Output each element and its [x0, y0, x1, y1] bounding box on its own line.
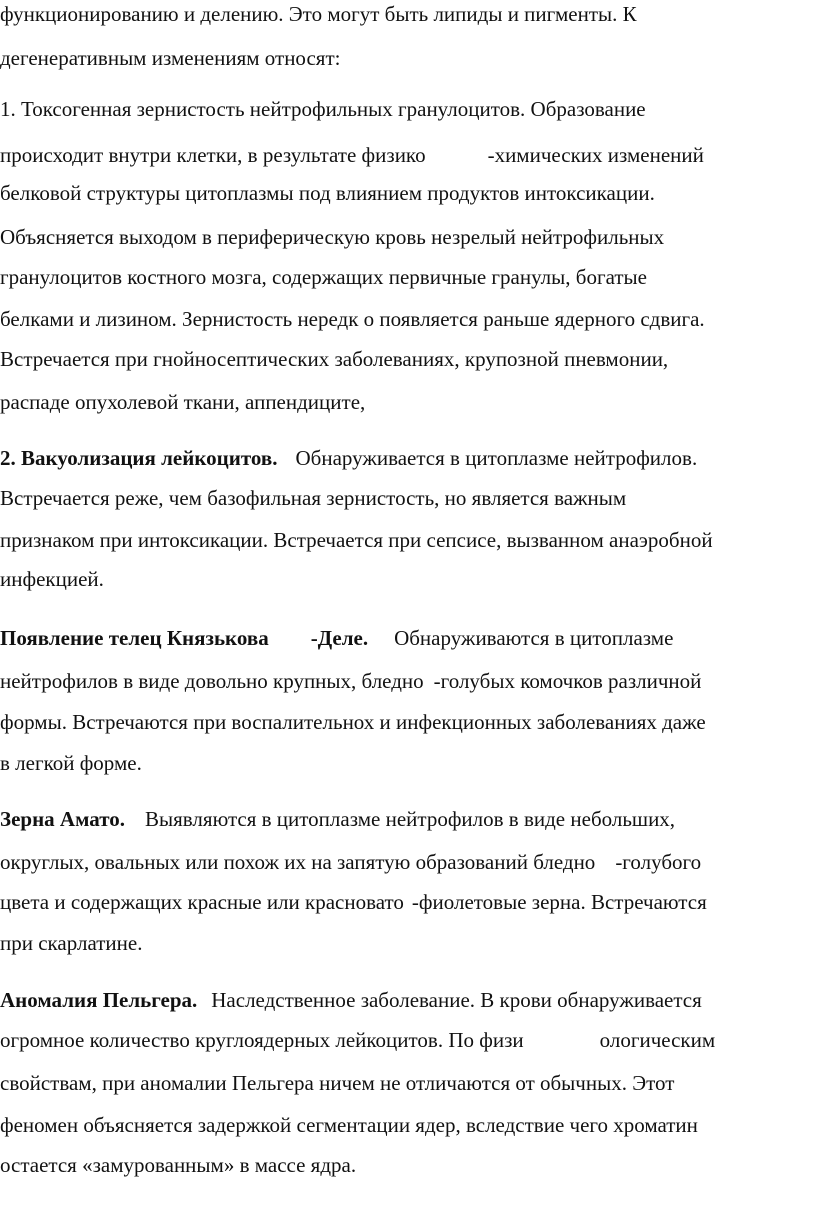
item4-line-2a: округлых, овальных или похож их на запятую образований бледно — [0, 850, 596, 874]
item4-heading: Зерна Амато. — [0, 807, 126, 831]
item1-line-2b: -химических изменений — [487, 143, 704, 167]
item1-line-5: гранулоцитов костного мозга, содержащих первичные гранулы, богатые — [0, 265, 647, 289]
item5-line-3: свойствам, при аномалии Пельгера ничем не отличаются от обычных. Этот — [0, 1071, 675, 1095]
item4-line-1-text: Выявляются в цитоплазме нейтрофилов в виде небольших, — [145, 807, 676, 831]
item5-line-1 — [0, 987, 702, 1013]
item3-line-1 — [0, 625, 673, 651]
item1-line-7: Встречается при гнойносептических заболеваниях, крупозной пневмонии, — [0, 347, 669, 371]
item5-line-2a: огромное количество круглоядерных лейкоцитов. По физи — [0, 1028, 524, 1052]
item2-heading: 2. Вакуолизация лейкоцитов. — [0, 446, 278, 470]
item2-line-1-text: Обнаруживается в цитоплазме нейтрофилов. — [295, 446, 698, 470]
item3-heading-b: -Деле. — [310, 626, 369, 650]
item1-line-2a: происходит внутри клетки, в результате физико — [0, 143, 426, 167]
item2-line-1 — [0, 445, 697, 471]
item1-line-8: распаде опухолевой ткани, аппендиците, — [0, 390, 366, 414]
item2-line-3: признаком при интоксикации. Встречается при сепсисе, вызванном анаэробной — [0, 528, 713, 552]
item5-line-2 — [0, 1027, 715, 1053]
item3-heading-a: Появление телец Князькова — [0, 626, 269, 650]
item3-line-2a: нейтрофилов в виде довольно крупных, бледно — [0, 669, 424, 693]
item3-line-2 — [0, 668, 701, 694]
intro-line-2: дегенеративным изменениям относят: — [0, 46, 341, 70]
item1-line-4: Объясняется выходом в периферическую кровь незрелый нейтрофильных — [0, 225, 665, 249]
item5-line-2b: ологическим — [599, 1028, 716, 1052]
item2-line-2: Встречается реже, чем базофильная зернистость, но является важным — [0, 486, 627, 510]
item4-line-3a: цвета и содержащих красные или красновато — [0, 890, 404, 914]
item5-line-4: феномен объясняется задержкой сегментации ядер, вследствие чего хроматин — [0, 1113, 698, 1137]
item4-line-3 — [0, 889, 707, 915]
item4-line-1 — [0, 806, 675, 832]
item4-line-4: при скарлатине. — [0, 931, 143, 955]
item3-line-2b: -голубых комочков различной — [433, 669, 702, 693]
item3-line-1-text: Обнаруживаются в цитоплазме — [394, 626, 674, 650]
item4-line-3b: -фиолетовые зерна. Встречаются — [411, 890, 707, 914]
item3-line-4: в легкой форме. — [0, 751, 142, 775]
item5-heading: Аномалия Пельгера. — [0, 988, 198, 1012]
intro-line-1: функционированию и делению. Это могут быть липиды и пигменты. К — [0, 2, 637, 26]
item3-line-3: формы. Встречаются при воспалительнох и инфекционных заболеваниях даже — [0, 710, 706, 734]
item4-line-2 — [0, 849, 701, 875]
item5-line-5: остается «замурованным» в массе ядра. — [0, 1153, 357, 1177]
item2-line-4: инфекцией. — [0, 567, 104, 591]
item1-line-1: 1. Токсогенная зернистость нейтрофильных гранулоцитов. Образование — [0, 97, 646, 121]
item1-line-3: белковой структуры цитоплазмы под влиянием продуктов интоксикации. — [0, 181, 655, 205]
item5-line-1-text: Наследственное заболевание. В крови обнаруживается — [211, 988, 702, 1012]
item1-line-2 — [0, 142, 704, 168]
item4-line-2b: -голубого — [615, 850, 702, 874]
item1-line-6: белками и лизином. Зернистость нередк о появляется раньше ядерного сдвига. — [0, 307, 705, 331]
